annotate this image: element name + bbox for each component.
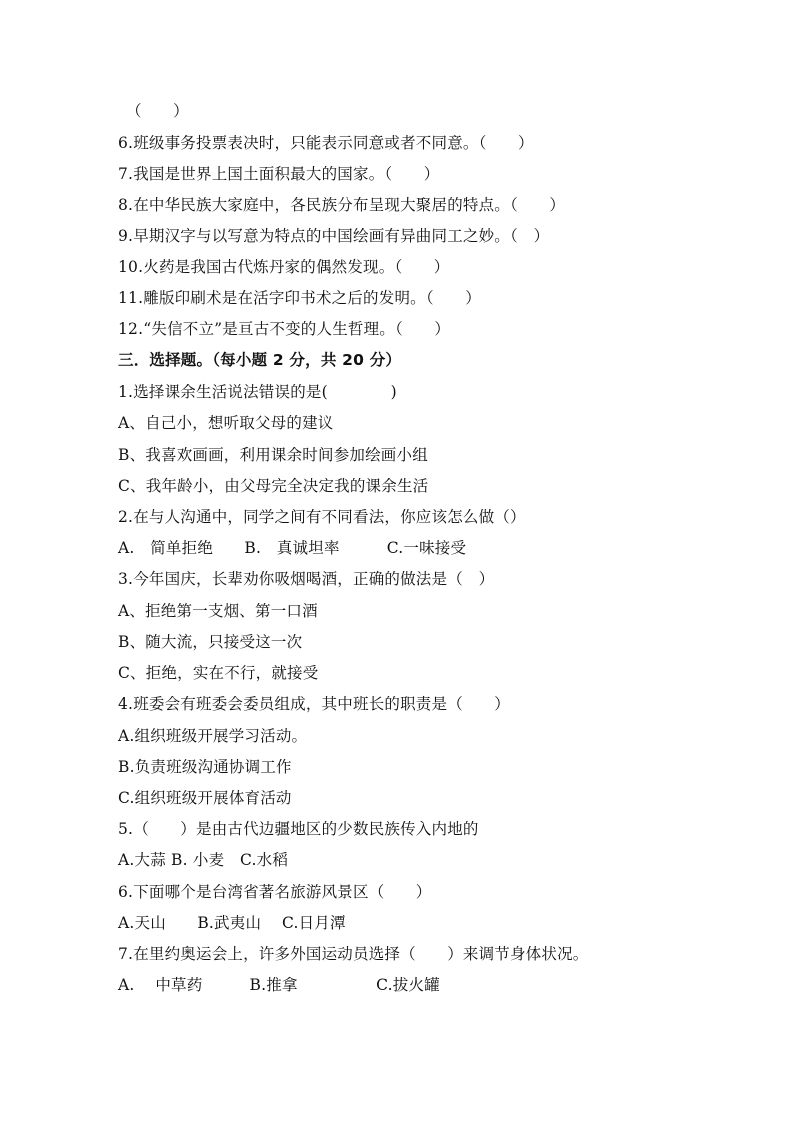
answer-paren-continued: （ ） bbox=[126, 102, 189, 120]
true-false-item-7: 7.我国是世界上国土面积最大的国家。（ ） bbox=[118, 165, 440, 183]
choice-option: A.天山 B.武夷山 C.日月潭 bbox=[118, 914, 346, 932]
choice-option: B、随大流，只接受这一次 bbox=[118, 633, 303, 651]
choice-option: B.负责班级沟通协调工作 bbox=[118, 758, 292, 776]
choice-question-4: 4.班委会有班委会委员组成，其中班长的职责是（ ） bbox=[118, 695, 510, 713]
true-false-item-12: 12.“失信不立”是亘古不变的人生哲理。（ ） bbox=[118, 320, 451, 338]
true-false-item-9: 9.早期汉字与以写意为特点的中国绘画有异曲同工之妙。（ ） bbox=[118, 227, 550, 245]
choice-option: A、自己小，想听取父母的建议 bbox=[118, 414, 334, 432]
true-false-item-8: 8.在中华民族大家庭中，各民族分布呈现大聚居的特点。（ ） bbox=[118, 196, 566, 214]
true-false-item-10: 10.火药是我国古代炼丹家的偶然发现。（ ） bbox=[118, 258, 450, 276]
choice-option: A.大蒜 B. 小麦 C.水稻 bbox=[118, 851, 289, 869]
section-heading-choice: 三．选择题。（每小题 2 分，共 20 分） bbox=[118, 351, 402, 369]
true-false-item-11: 11.雕版印刷术是在活字印书术之后的发明。（ ） bbox=[118, 289, 481, 307]
true-false-item-6: 6.班级事务投票表决时，只能表示同意或者不同意。（ ） bbox=[118, 134, 534, 152]
choice-question-3: 3.今年国庆，长辈劝你吸烟喝酒，正确的做法是（ ） bbox=[118, 570, 495, 588]
choice-question-7: 7.在里约奥运会上，许多外国运动员选择（ ）来调节身体状况。 bbox=[118, 945, 589, 963]
choice-option: B、我喜欢画画，利用课余时间参加绘画小组 bbox=[118, 446, 428, 464]
choice-question-2: 2.在与人沟通中，同学之间有不同看法，你应该怎么做（） bbox=[118, 508, 526, 526]
choice-question-5: 5.（ ）是由古代边疆地区的少数民族传入内地的 bbox=[118, 820, 479, 838]
choice-option: C.组织班级开展体育活动 bbox=[118, 789, 292, 807]
choice-option: A. 简单拒绝 B. 真诚坦率 C.一味接受 bbox=[118, 539, 467, 557]
choice-option: A.组织班级开展学习活动。 bbox=[118, 727, 308, 745]
choice-question-1: 1.选择课余生活说法错误的是( ) bbox=[118, 383, 397, 401]
choice-option: C、拒绝，实在不行，就接受 bbox=[118, 664, 319, 682]
choice-option: C、我年龄小，由父母完全决定我的课余生活 bbox=[118, 477, 429, 495]
choice-option: A、拒绝第一支烟、第一口酒 bbox=[118, 602, 318, 620]
choice-question-6: 6.下面哪个是台湾省著名旅游风景区（ ） bbox=[118, 883, 432, 901]
choice-option: A. 中草药 B.推拿 C.拔火罐 bbox=[118, 976, 440, 994]
